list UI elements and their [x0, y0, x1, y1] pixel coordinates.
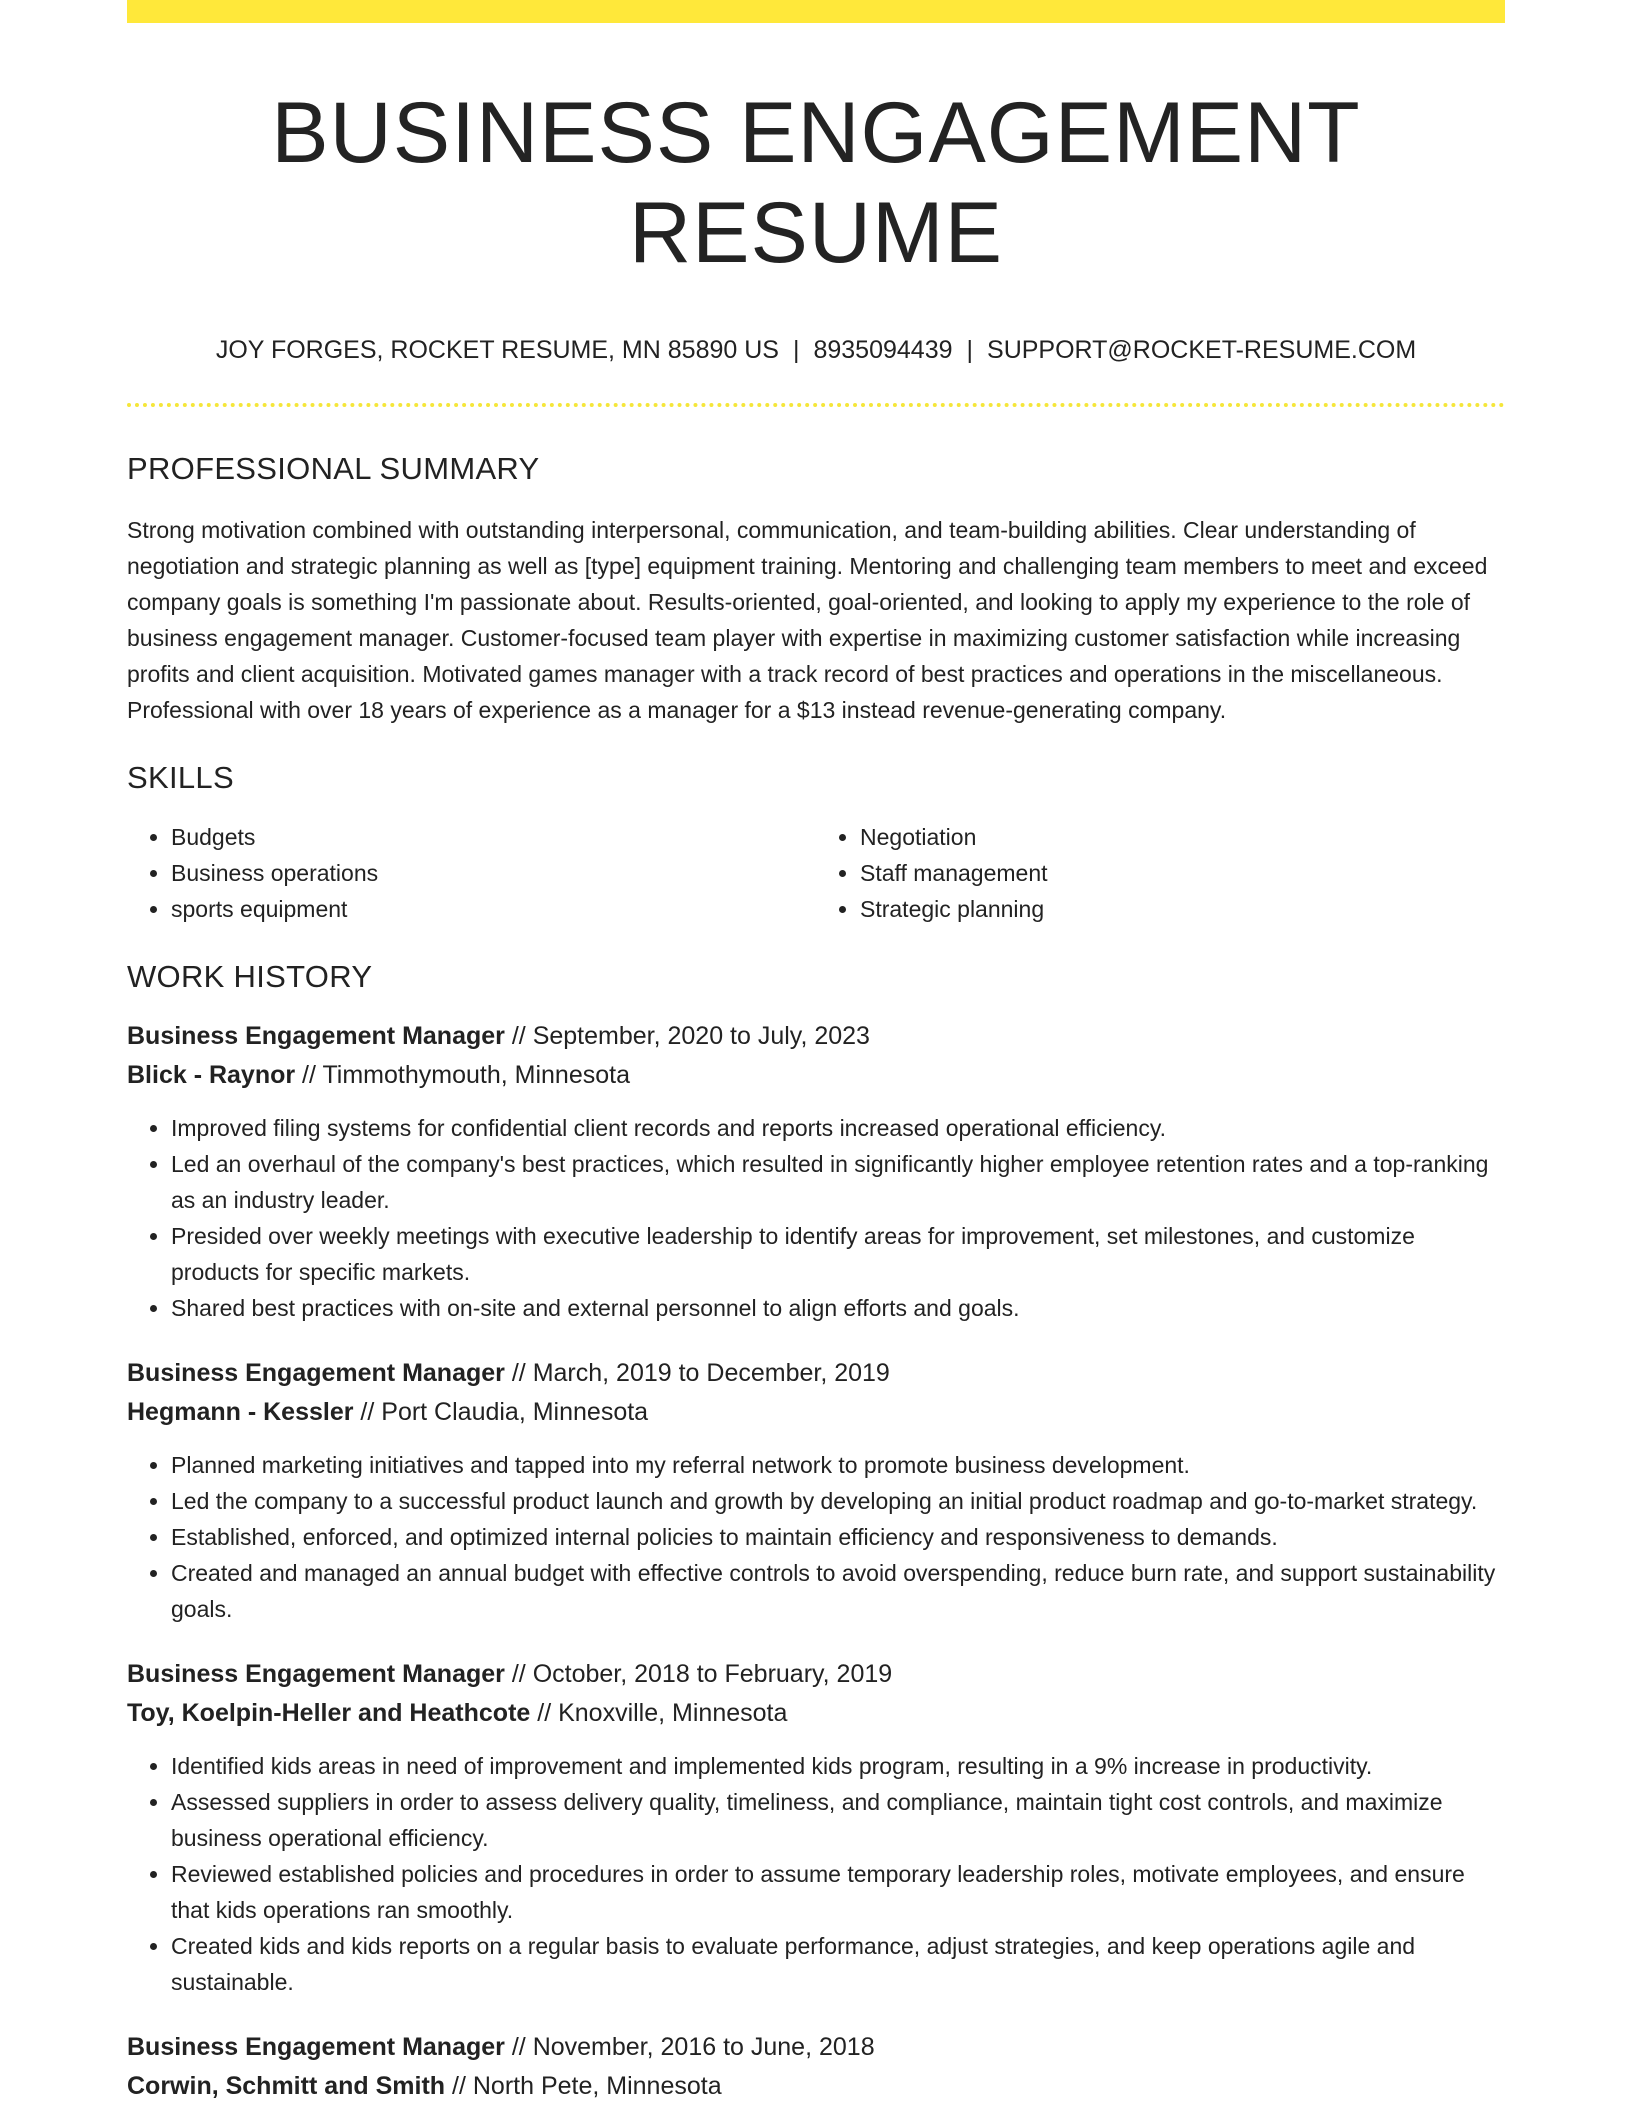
job-bullet: • Planned marketing initiatives and tapped into my referral network to promote business development. — [171, 1447, 1505, 1483]
job-separator: // — [353, 1398, 382, 1426]
job-company: Corwin, Schmitt and Smith — [127, 2072, 446, 2100]
job-title: Business Engagement Manager — [127, 1022, 505, 1050]
skills-heading: SKILLS — [127, 760, 234, 795]
contact-address: JOY FORGES, ROCKET RESUME, MN 85890 US — [215, 336, 779, 364]
job-bullet: • Identified kids areas in need of improvement and implemented kids program, resulting in a 9% increase in productivity. — [171, 1748, 1505, 1784]
job-separator: // — [530, 1699, 559, 1727]
job-bullet: • Created kids and kids reports on a regular basis to evaluate performance, adjust strategies, and keep operations agile and sustainable. — [171, 1928, 1505, 2000]
job-bullets — [127, 1447, 1505, 1627]
job-location: Knoxville, Minnesota — [558, 1699, 788, 1727]
contact-separator: | — [792, 336, 800, 364]
job-bullet: • Reviewed established policies and procedures in order to assume temporary leadership roles, motivate employees, and ensure that kids operations ran smoothly. — [171, 1856, 1505, 1928]
job-bullet: • Shared best practices with on-site and external personnel to align efforts and goals. — [171, 1290, 1505, 1326]
job-separator: // — [504, 2033, 533, 2061]
job-separator: // — [504, 1359, 533, 1387]
summary-text: Strong motivation combined with outstanding interpersonal, communication, and team-building abilities. Clear understanding of negotiation and strategic planning as well as [type] equipment training. Mentoring and challenging team members to meet and exceed company goals is something I'm passionate about. Results-oriented, goal-oriented, and looking to apply my experience to the role of business engagement manager. Customer-focused team player with expertise in maximizing customer satisfaction while increasing profits and client acquisition. Motivated games manager with a track record of best practices and operations in the miscellaneous. Professional with over 18 years of experience as a manager for a $13 instead revenue-generating company. — [127, 517, 1488, 723]
skill-item: • Budgets — [171, 819, 816, 855]
job-location: Port Claudia, Minnesota — [381, 1398, 649, 1426]
skills-grid — [127, 819, 1505, 927]
job-entry — [127, 2028, 1505, 2106]
job-dates: September, 2020 to July, 2023 — [532, 1022, 870, 1050]
job-bullet: • Led an overhaul of the company's best practices, which resulted in significantly higher employee retention rates and a top-ranking as an industry leader. — [171, 1146, 1505, 1218]
job-title: Business Engagement Manager — [127, 1660, 505, 1688]
job-bullet: • Established, enforced, and optimized internal policies to maintain efficiency and responsiveness to demands. — [171, 1519, 1505, 1555]
job-location: North Pete, Minnesota — [472, 2072, 722, 2100]
job-bullets — [127, 1748, 1505, 2000]
skill-item: • Staff management — [860, 855, 1505, 891]
job-bullet: • Presided over weekly meetings with executive leadership to identify areas for improvement, set milestones, and customize products for specific markets. — [171, 1218, 1505, 1290]
job-bullets — [127, 1110, 1505, 1326]
job-title-line — [127, 2028, 1505, 2067]
job-company-line — [127, 1056, 1505, 1095]
job-company: Blick - Raynor — [127, 1061, 296, 1089]
skills-column-right — [816, 819, 1505, 927]
job-bullet: • Created and managed an annual budget with effective controls to avoid overspending, reduce burn rate, and support sustainability goals. — [171, 1555, 1505, 1627]
job-bullet: • Improved filing systems for confidential client records and reports increased operational efficiency. — [171, 1110, 1505, 1146]
job-company-line — [127, 1393, 1505, 1432]
job-title-line — [127, 1354, 1505, 1393]
work-history-heading: WORK HISTORY — [127, 959, 373, 994]
skill-item: • sports equipment — [171, 891, 816, 927]
resume-title: BUSINESS ENGAGEMENT RESUME — [271, 85, 1361, 281]
job-dates: November, 2016 to June, 2018 — [532, 2033, 875, 2061]
job-title-line — [127, 1655, 1505, 1694]
skill-item: • Strategic planning — [860, 891, 1505, 927]
skills-column-left — [127, 819, 816, 927]
job-company: Hegmann - Kessler — [127, 1398, 354, 1426]
job-separator: // — [445, 2072, 473, 2100]
job-company: Toy, Koelpin-Heller and Heathcote — [127, 1699, 531, 1727]
job-location: Timmothymouth, Minnesota — [322, 1061, 630, 1089]
job-company-line — [127, 1694, 1505, 1733]
summary-heading: PROFESSIONAL SUMMARY — [127, 451, 540, 486]
job-dates: October, 2018 to February, 2019 — [532, 1660, 893, 1688]
job-title-line — [127, 1017, 1505, 1056]
job-entry — [127, 1354, 1505, 1627]
skill-item: • Business operations — [171, 855, 816, 891]
skill-item: • Negotiation — [860, 819, 1505, 855]
resume-page — [127, 0, 1505, 2106]
job-dates: March, 2019 to December, 2019 — [532, 1359, 890, 1387]
job-title: Business Engagement Manager — [127, 2033, 505, 2061]
top-accent-bar — [127, 0, 1505, 23]
contact-email[interactable]: SUPPORT@ROCKET-RESUME.COM — [987, 336, 1417, 364]
job-entry — [127, 1017, 1505, 1326]
dotted-divider — [127, 403, 1505, 407]
job-bullet: • Led the company to a successful product launch and growth by developing an initial product roadmap and go-to-market strategy. — [171, 1483, 1505, 1519]
job-separator: // — [295, 1061, 323, 1089]
job-title: Business Engagement Manager — [127, 1359, 505, 1387]
contact-separator: | — [966, 336, 974, 364]
job-entry — [127, 1655, 1505, 2000]
job-bullet: • Assessed suppliers in order to assess delivery quality, timeliness, and compliance, maintain tight cost controls, and maximize business operational efficiency. — [171, 1784, 1505, 1856]
contact-phone[interactable]: 8935094439 — [813, 336, 953, 364]
job-separator: // — [504, 1660, 533, 1688]
contact-line — [127, 333, 1505, 367]
job-separator: // — [504, 1022, 533, 1050]
job-company-line — [127, 2067, 1505, 2106]
